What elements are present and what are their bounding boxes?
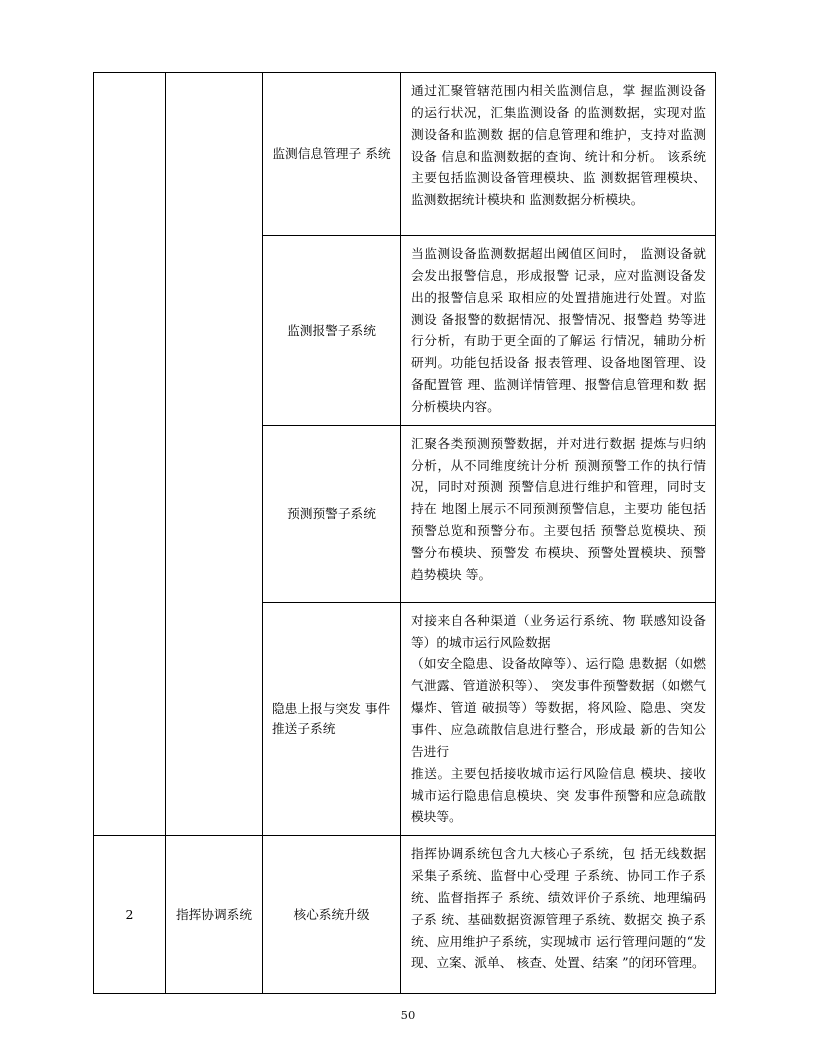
description-cell xyxy=(401,236,716,426)
subsystem-name-cell: 核心系统升级 xyxy=(263,836,401,994)
subsystem-name-cell: 预测预警子系统 xyxy=(263,425,401,602)
content-table xyxy=(93,72,716,994)
description-paragraph: 当监测设备监测数据超出阈值区间时， 监测设备就会发出报警信息，形成报警 记录，应对监测设备发出的报警信息采 取相应的处置措施进行处置。对监测设 备报警的数据情况、报警情况、报警趋 势等进行分析，有助于更全面的了解运 行情况，辅助分析研判。功能包括设备 报表管理、设备地图管理、设备配置管 理、监测详情管理、报警信息管理和数 据分析模块内容。 xyxy=(411,246,706,414)
table-row xyxy=(94,836,716,994)
description-cell xyxy=(401,425,716,602)
row-index-cell: 2 xyxy=(94,836,166,994)
description-cell xyxy=(401,73,716,236)
description-paragraph: 汇聚各类预测预警数据，并对进行数据 提炼与归纳分析，从不同维度统计分析 预测预警工作的执行情况，同时对预测 预警信息进行维护和管理，同时支持在 地图上展示不同预测预警信息，主要功 能包括预警总览和预警分布。主要包括 预警总览模块、预警分布模块、预警发 布模块、预警处置模块、预警趋势模块 等。 xyxy=(411,435,706,582)
description-paragraph: 指挥协调系统包含九大核心子系统，包 括无线数据采集子系统、监督中心受理 子系统、协同工作子系统、监督指挥子 系统、绩效评价子系统、地理编码子系 统、基础数据资源管理子系统、数据交 换子系统、应用维护子系统，实现城市 运行管理问题的“发现、立案、派单、 核查、处置、结案 ”的闭环管理。 xyxy=(411,846,706,971)
system-name-cell: 指挥协调系统 xyxy=(166,836,263,994)
page-number: 50 xyxy=(400,1008,416,1022)
subsystem-name-cell: 监测信息管理子 系统 xyxy=(263,73,401,236)
table-row xyxy=(94,73,716,236)
system-name-cell xyxy=(166,73,263,836)
subsystem-name-cell: 监测报警子系统 xyxy=(263,236,401,426)
description-paragraph: 推送。主要包括接收城市运行风险信息 模块、接收城市运行隐患信息模块、突 发事件预警和应急疏散模块等。 xyxy=(411,765,706,825)
subsystem-name-cell: 隐患上报与突发 事件推送子系统 xyxy=(263,602,401,835)
description-cell xyxy=(401,602,716,835)
description-paragraph: （如安全隐患、设备故障等）、运行隐 患数据（如燃气泄露、管道淤积等）、 突发事件预警数据（如燃气爆炸、管道 破损等）等数据，将风险、隐患、突发 事件、应急疏散信息进行整合，形成最 新的告知公告进行 xyxy=(411,656,706,759)
row-index-cell xyxy=(94,73,166,836)
description-paragraph: 通过汇聚管辖范围内相关监测信息，掌 握监测设备的运行状况，汇集监测设备 的监测数据，实现对监测设备和监测数 据的信息管理和维护，支持对监测设备 信息和监测数据的查询、统计和分析。 该系统主要包括监测设备管理模块、监 测数据管理模块、监测数据统计模块和 监测数据分析模块。 xyxy=(411,83,706,208)
description-cell xyxy=(401,836,716,994)
description-paragraph: 对接来自各种渠道（业务运行系统、物 联感知设备等）的城市运行风险数据 xyxy=(411,612,706,650)
